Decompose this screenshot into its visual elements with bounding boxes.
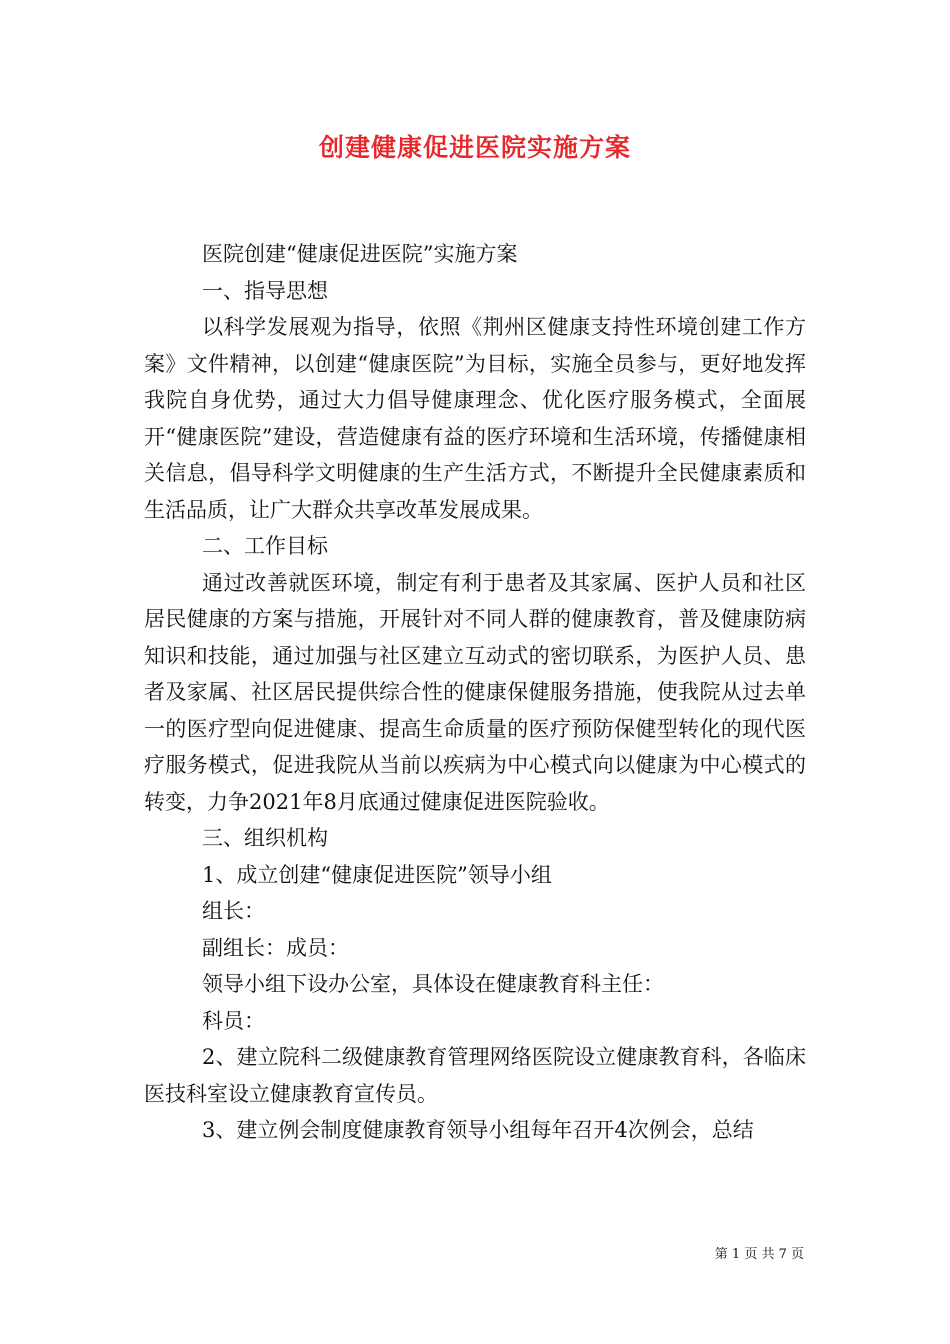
field-deputy-leader: 副组长：成员：	[202, 935, 349, 960]
paragraph-work-goals: 通过改善就医环境，制定有利于患者及其家属、医护人员和社区居民健康的方案与措施，开展针对不同人群的健康教育，普及健康防病知识和技能，通过加强与社区建立互动式的密切联系，为医护人员、患者及家属、社区居民提供综合性的健康保健服务措施，使我院从过去单一的医疗型向促进健康、提高生命质量的医疗预防保健型转化的现代医疗服务模式，促进我院从当前以疾病为中心模式向以健康为中心模式的转变，力争2021年8月底通过健康促进医院验收。	[144, 570, 806, 814]
subtitle-paragraph: 医院创建“健康促进医院”实施方案	[202, 242, 518, 266]
field-staff: 科员：	[202, 1008, 265, 1033]
list-item-management-network: 2、建立院科二级健康教育管理网络医院设立健康教育科，各临床医技科室设立健康教育宣传员。	[144, 1045, 806, 1106]
section-heading-guiding-ideology: 一、指导思想	[202, 278, 328, 303]
section-heading-organization: 三、组织机构	[202, 826, 328, 850]
paragraph-guiding-ideology: 以科学发展观为指导，依照《荆州区健康支持性环境创建工作方案》文件精神，以创建“健康医院”为目标，实施全员参与，更好地发挥我院自身优势，通过大力倡导健康理念、优化医疗服务模式，全面展开“健康医院”建设，营造健康有益的医疗环境和生活环境，传播健康相关信息，倡导科学文明健康的生产生活方式，不断提升全民健康素质和生活品质，让广大群众共享改革发展成果。	[144, 315, 806, 522]
list-item-leading-group: 1、成立创建“健康促进医院”领导小组	[202, 862, 552, 887]
section-heading-work-goals: 二、工作目标	[202, 534, 328, 558]
list-item-meeting-system: 3、建立例会制度健康教育领导小组每年召开4次例会，总结	[202, 1118, 754, 1142]
page-number: 第 1 页 共 7 页	[714, 1247, 804, 1262]
document-title: 创建健康促进医院实施方案	[318, 133, 631, 162]
field-group-leader: 组长：	[202, 899, 265, 923]
document-body	[144, 236, 806, 1149]
paragraph-office-director: 领导小组下设办公室，具体设在健康教育科主任：	[202, 972, 664, 996]
